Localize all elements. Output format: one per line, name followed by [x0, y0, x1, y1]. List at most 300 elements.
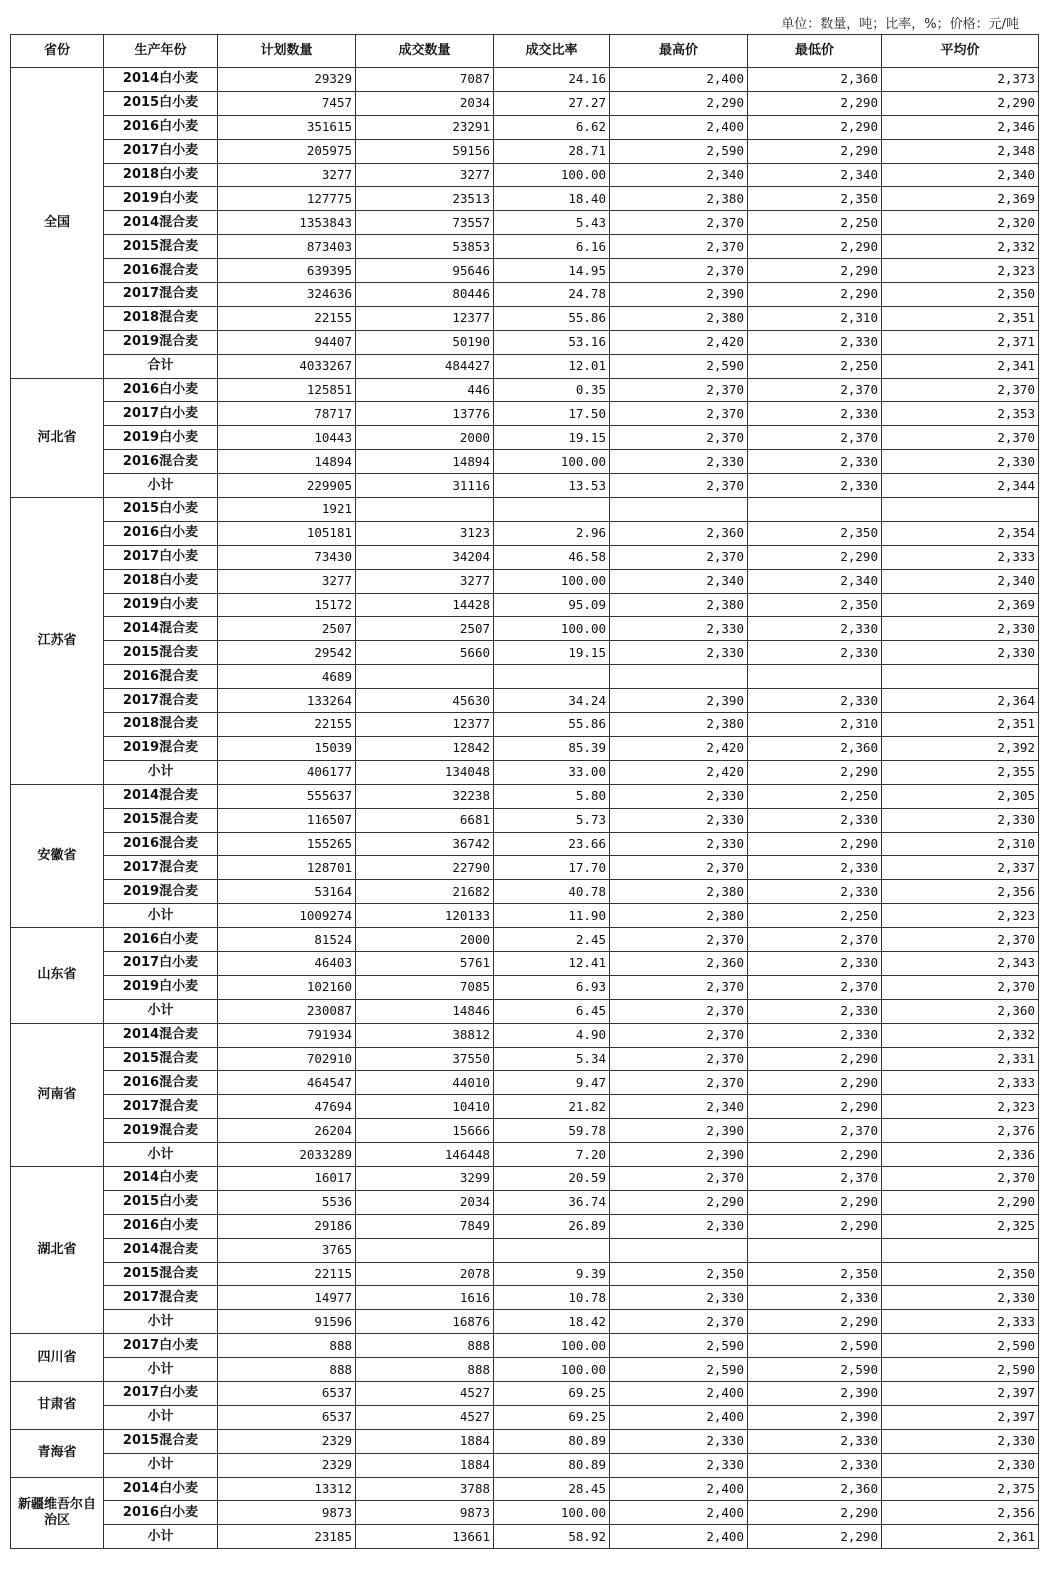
year-cell: 2017白小麦: [104, 1381, 218, 1405]
table-row: [11, 1190, 1039, 1214]
average-price-cell: 2,330: [882, 1286, 1039, 1310]
average-price-cell: 2,370: [882, 928, 1039, 952]
table-row: [11, 904, 1039, 928]
highest-price-cell: 2,370: [610, 975, 748, 999]
lowest-price-cell: 2,330: [748, 450, 882, 474]
year-cell: 小计: [104, 904, 218, 928]
planned-quantity-cell: 15172: [218, 593, 356, 617]
highest-price-cell: 2,390: [610, 1143, 748, 1167]
traded-quantity-cell: 2034: [356, 91, 494, 115]
highest-price-cell: 2,390: [610, 283, 748, 307]
highest-price-cell: 2,420: [610, 330, 748, 354]
table-row: [11, 1525, 1039, 1549]
traded-quantity-cell: 10410: [356, 1095, 494, 1119]
average-price-cell: 2,356: [882, 1501, 1039, 1525]
table-row: [11, 521, 1039, 545]
planned-quantity-cell: 873403: [218, 235, 356, 259]
traded-quantity-cell: 59156: [356, 139, 494, 163]
traded-quantity-cell: 146448: [356, 1143, 494, 1167]
highest-price-cell: 2,590: [610, 354, 748, 378]
table-row: [11, 211, 1039, 235]
average-price-cell: 2,330: [882, 450, 1039, 474]
highest-price-cell: 2,370: [610, 999, 748, 1023]
lowest-price-cell: 2,290: [748, 259, 882, 283]
traded-quantity-cell: 3277: [356, 569, 494, 593]
traded-quantity-cell: 12842: [356, 736, 494, 760]
average-price-cell: 2,331: [882, 1047, 1039, 1071]
trade-ratio-cell: 6.16: [494, 235, 610, 259]
planned-quantity-cell: 702910: [218, 1047, 356, 1071]
lowest-price-cell: 2,290: [748, 760, 882, 784]
table-row: [11, 545, 1039, 569]
trade-ratio-cell: 27.27: [494, 91, 610, 115]
planned-quantity-cell: 29542: [218, 641, 356, 665]
planned-quantity-cell: 2329: [218, 1453, 356, 1477]
average-price-cell: [882, 665, 1039, 689]
year-cell: 2017混合麦: [104, 1286, 218, 1310]
trade-ratio-cell: [494, 665, 610, 689]
average-price-cell: 2,336: [882, 1143, 1039, 1167]
lowest-price-cell: 2,330: [748, 402, 882, 426]
average-price-cell: 2,370: [882, 426, 1039, 450]
traded-quantity-cell: 14894: [356, 450, 494, 474]
year-cell: 2016白小麦: [104, 928, 218, 952]
year-cell: 2018白小麦: [104, 163, 218, 187]
average-price-cell: [882, 1238, 1039, 1262]
trade-ratio-cell: 80.89: [494, 1453, 610, 1477]
lowest-price-cell: 2,360: [748, 68, 882, 92]
highest-price-cell: 2,330: [610, 450, 748, 474]
year-cell: 2017混合麦: [104, 856, 218, 880]
highest-price-cell: 2,590: [610, 1334, 748, 1358]
trade-ratio-cell: 100.00: [494, 450, 610, 474]
traded-quantity-cell: 9873: [356, 1501, 494, 1525]
lowest-price-cell: 2,350: [748, 187, 882, 211]
trade-ratio-cell: 0.35: [494, 378, 610, 402]
planned-quantity-cell: 13312: [218, 1477, 356, 1501]
planned-quantity-cell: 133264: [218, 689, 356, 713]
year-cell: 小计: [104, 999, 218, 1023]
average-price-cell: 2,370: [882, 378, 1039, 402]
lowest-price-cell: 2,330: [748, 1453, 882, 1477]
trade-ratio-cell: 17.50: [494, 402, 610, 426]
table-row: [11, 402, 1039, 426]
traded-quantity-cell: 7085: [356, 975, 494, 999]
lowest-price-cell: 2,330: [748, 999, 882, 1023]
average-price-cell: 2,290: [882, 91, 1039, 115]
year-cell: 2015白小麦: [104, 91, 218, 115]
traded-quantity-cell: 2000: [356, 928, 494, 952]
average-price-cell: 2,346: [882, 115, 1039, 139]
table-row: [11, 1358, 1039, 1382]
highest-price-cell: 2,370: [610, 378, 748, 402]
traded-quantity-cell: 888: [356, 1358, 494, 1382]
highest-price-cell: 2,590: [610, 139, 748, 163]
traded-quantity-cell: 3277: [356, 163, 494, 187]
traded-quantity-cell: 14428: [356, 593, 494, 617]
lowest-price-cell: 2,330: [748, 808, 882, 832]
lowest-price-cell: 2,290: [748, 115, 882, 139]
trade-ratio-cell: 95.09: [494, 593, 610, 617]
planned-quantity-cell: 4033267: [218, 354, 356, 378]
traded-quantity-cell: 95646: [356, 259, 494, 283]
year-cell: 2015混合麦: [104, 1262, 218, 1286]
highest-price-cell: 2,400: [610, 1381, 748, 1405]
highest-price-cell: 2,380: [610, 306, 748, 330]
lowest-price-cell: 2,330: [748, 1429, 882, 1453]
highest-price-cell: 2,370: [610, 928, 748, 952]
lowest-price-cell: 2,360: [748, 736, 882, 760]
lowest-price-cell: 2,290: [748, 1190, 882, 1214]
average-price-cell: 2,323: [882, 1095, 1039, 1119]
lowest-price-cell: 2,290: [748, 1095, 882, 1119]
trade-ratio-cell: 9.47: [494, 1071, 610, 1095]
average-price-cell: 2,351: [882, 713, 1039, 737]
table-row: [11, 1119, 1039, 1143]
highest-price-cell: 2,330: [610, 784, 748, 808]
year-cell: 小计: [104, 1358, 218, 1382]
traded-quantity-cell: 2507: [356, 617, 494, 641]
planned-quantity-cell: 3765: [218, 1238, 356, 1262]
year-cell: 2019混合麦: [104, 1119, 218, 1143]
average-price-cell: 2,375: [882, 1477, 1039, 1501]
province-cell: 河南省: [11, 1023, 104, 1166]
trade-ratio-cell: 53.16: [494, 330, 610, 354]
year-cell: 2015混合麦: [104, 235, 218, 259]
average-price-cell: 2,332: [882, 235, 1039, 259]
year-cell: 2016白小麦: [104, 378, 218, 402]
planned-quantity-cell: 10443: [218, 426, 356, 450]
trade-ratio-cell: 34.24: [494, 689, 610, 713]
trade-ratio-cell: 6.62: [494, 115, 610, 139]
table-row: [11, 1405, 1039, 1429]
planned-quantity-cell: 125851: [218, 378, 356, 402]
year-cell: 2016混合麦: [104, 832, 218, 856]
trade-ratio-cell: 40.78: [494, 880, 610, 904]
year-cell: 2014白小麦: [104, 1166, 218, 1190]
trade-ratio-cell: 23.66: [494, 832, 610, 856]
planned-quantity-cell: 2033289: [218, 1143, 356, 1167]
planned-quantity-cell: 127775: [218, 187, 356, 211]
planned-quantity-cell: 555637: [218, 784, 356, 808]
average-price-cell: 2,355: [882, 760, 1039, 784]
lowest-price-cell: 2,290: [748, 1501, 882, 1525]
highest-price-cell: 2,370: [610, 1310, 748, 1334]
table-row: [11, 1262, 1039, 1286]
table-row: [11, 163, 1039, 187]
year-cell: 2016白小麦: [104, 1214, 218, 1238]
trade-ratio-cell: [494, 1238, 610, 1262]
planned-quantity-cell: 78717: [218, 402, 356, 426]
average-price-cell: 2,370: [882, 975, 1039, 999]
highest-price-cell: 2,290: [610, 1190, 748, 1214]
table-row: [11, 354, 1039, 378]
table-row: [11, 474, 1039, 498]
planned-quantity-cell: 9873: [218, 1501, 356, 1525]
traded-quantity-cell: 38812: [356, 1023, 494, 1047]
planned-quantity-cell: 7457: [218, 91, 356, 115]
highest-price-cell: 2,370: [610, 545, 748, 569]
table-row: [11, 784, 1039, 808]
province-cell: 江苏省: [11, 498, 104, 785]
table-row: [11, 283, 1039, 307]
planned-quantity-cell: 324636: [218, 283, 356, 307]
province-cell: 河北省: [11, 378, 104, 497]
planned-quantity-cell: 6537: [218, 1405, 356, 1429]
lowest-price-cell: 2,330: [748, 641, 882, 665]
highest-price-cell: 2,340: [610, 163, 748, 187]
province-cell: 山东省: [11, 928, 104, 1024]
lowest-price-cell: 2,330: [748, 856, 882, 880]
highest-price-cell: 2,400: [610, 1501, 748, 1525]
header-traded-quantity: 成交数量: [356, 35, 494, 68]
table-row: [11, 999, 1039, 1023]
average-price-cell: 2,330: [882, 617, 1039, 641]
trade-ratio-cell: 24.16: [494, 68, 610, 92]
trade-ratio-cell: 18.40: [494, 187, 610, 211]
lowest-price-cell: 2,310: [748, 713, 882, 737]
average-price-cell: 2,320: [882, 211, 1039, 235]
table-row: [11, 378, 1039, 402]
highest-price-cell: 2,330: [610, 808, 748, 832]
traded-quantity-cell: 80446: [356, 283, 494, 307]
planned-quantity-cell: 6537: [218, 1381, 356, 1405]
average-price-cell: 2,333: [882, 1310, 1039, 1334]
highest-price-cell: [610, 1238, 748, 1262]
header-province: 省份: [11, 35, 104, 68]
planned-quantity-cell: 1009274: [218, 904, 356, 928]
traded-quantity-cell: 31116: [356, 474, 494, 498]
table-row: [11, 1310, 1039, 1334]
highest-price-cell: 2,330: [610, 1453, 748, 1477]
lowest-price-cell: 2,360: [748, 1477, 882, 1501]
year-cell: 2015白小麦: [104, 1190, 218, 1214]
planned-quantity-cell: 128701: [218, 856, 356, 880]
highest-price-cell: 2,330: [610, 832, 748, 856]
province-cell: 安徽省: [11, 784, 104, 927]
average-price-cell: [882, 498, 1039, 522]
year-cell: 2018白小麦: [104, 569, 218, 593]
year-cell: 2015混合麦: [104, 1047, 218, 1071]
province-cell: 青海省: [11, 1429, 104, 1477]
highest-price-cell: 2,330: [610, 617, 748, 641]
traded-quantity-cell: 446: [356, 378, 494, 402]
trade-ratio-cell: 59.78: [494, 1119, 610, 1143]
unit-note: 单位：数量，吨；比率，%；价格：元/吨: [781, 17, 1019, 32]
traded-quantity-cell: 22790: [356, 856, 494, 880]
lowest-price-cell: 2,290: [748, 235, 882, 259]
trade-ratio-cell: 21.82: [494, 1095, 610, 1119]
average-price-cell: 2,392: [882, 736, 1039, 760]
lowest-price-cell: 2,290: [748, 1310, 882, 1334]
traded-quantity-cell: 2034: [356, 1190, 494, 1214]
highest-price-cell: 2,340: [610, 1095, 748, 1119]
average-price-cell: 2,290: [882, 1190, 1039, 1214]
lowest-price-cell: 2,250: [748, 904, 882, 928]
table-row: [11, 1334, 1039, 1358]
year-cell: 小计: [104, 1310, 218, 1334]
table-row: [11, 665, 1039, 689]
planned-quantity-cell: 105181: [218, 521, 356, 545]
highest-price-cell: 2,380: [610, 593, 748, 617]
traded-quantity-cell: 7087: [356, 68, 494, 92]
year-cell: 2017白小麦: [104, 139, 218, 163]
trade-ratio-cell: 85.39: [494, 736, 610, 760]
table-header: [11, 35, 1039, 68]
average-price-cell: 2,333: [882, 545, 1039, 569]
table-row: [11, 498, 1039, 522]
planned-quantity-cell: 791934: [218, 1023, 356, 1047]
highest-price-cell: 2,380: [610, 904, 748, 928]
traded-quantity-cell: 3788: [356, 1477, 494, 1501]
highest-price-cell: 2,590: [610, 1358, 748, 1382]
average-price-cell: 2,330: [882, 1429, 1039, 1453]
year-cell: 2019白小麦: [104, 426, 218, 450]
trade-ratio-cell: 36.74: [494, 1190, 610, 1214]
traded-quantity-cell: 23513: [356, 187, 494, 211]
trade-ratio-cell: 14.95: [494, 259, 610, 283]
planned-quantity-cell: 888: [218, 1358, 356, 1382]
table-row: [11, 1429, 1039, 1453]
year-cell: 2015混合麦: [104, 641, 218, 665]
traded-quantity-cell: 4527: [356, 1381, 494, 1405]
planned-quantity-cell: 3277: [218, 569, 356, 593]
table-row: [11, 1453, 1039, 1477]
lowest-price-cell: 2,250: [748, 784, 882, 808]
lowest-price-cell: 2,330: [748, 617, 882, 641]
average-price-cell: 2,332: [882, 1023, 1039, 1047]
header-average-price: 平均价: [882, 35, 1039, 68]
traded-quantity-cell: 1884: [356, 1453, 494, 1477]
year-cell: 2017混合麦: [104, 283, 218, 307]
lowest-price-cell: 2,330: [748, 1286, 882, 1310]
planned-quantity-cell: 81524: [218, 928, 356, 952]
year-cell: 2019混合麦: [104, 880, 218, 904]
table-row: [11, 736, 1039, 760]
lowest-price-cell: 2,330: [748, 951, 882, 975]
average-price-cell: 2,344: [882, 474, 1039, 498]
table-row: [11, 187, 1039, 211]
highest-price-cell: 2,380: [610, 713, 748, 737]
average-price-cell: 2,361: [882, 1525, 1039, 1549]
traded-quantity-cell: 16876: [356, 1310, 494, 1334]
trade-ratio-cell: 11.90: [494, 904, 610, 928]
traded-quantity-cell: 13661: [356, 1525, 494, 1549]
trade-ratio-cell: 46.58: [494, 545, 610, 569]
trade-ratio-cell: 5.34: [494, 1047, 610, 1071]
traded-quantity-cell: 21682: [356, 880, 494, 904]
planned-quantity-cell: 888: [218, 1334, 356, 1358]
highest-price-cell: 2,390: [610, 689, 748, 713]
table-row: [11, 426, 1039, 450]
traded-quantity-cell: 5660: [356, 641, 494, 665]
lowest-price-cell: 2,290: [748, 545, 882, 569]
lowest-price-cell: 2,390: [748, 1381, 882, 1405]
average-price-cell: 2,351: [882, 306, 1039, 330]
lowest-price-cell: 2,370: [748, 928, 882, 952]
year-cell: 2014白小麦: [104, 68, 218, 92]
table-row: [11, 1501, 1039, 1525]
planned-quantity-cell: 205975: [218, 139, 356, 163]
lowest-price-cell: 2,350: [748, 593, 882, 617]
highest-price-cell: [610, 498, 748, 522]
trade-ratio-cell: 19.15: [494, 426, 610, 450]
planned-quantity-cell: 23185: [218, 1525, 356, 1549]
planned-quantity-cell: 47694: [218, 1095, 356, 1119]
year-cell: 2019混合麦: [104, 736, 218, 760]
traded-quantity-cell: [356, 665, 494, 689]
average-price-cell: 2,348: [882, 139, 1039, 163]
table-row: [11, 91, 1039, 115]
lowest-price-cell: 2,350: [748, 521, 882, 545]
average-price-cell: 2,369: [882, 593, 1039, 617]
traded-quantity-cell: 3123: [356, 521, 494, 545]
trade-ratio-cell: 4.90: [494, 1023, 610, 1047]
year-cell: 2014白小麦: [104, 1477, 218, 1501]
year-cell: 2015混合麦: [104, 808, 218, 832]
trade-ratio-cell: 5.43: [494, 211, 610, 235]
trade-ratio-cell: 26.89: [494, 1214, 610, 1238]
year-cell: 小计: [104, 474, 218, 498]
highest-price-cell: 2,370: [610, 1047, 748, 1071]
planned-quantity-cell: 2507: [218, 617, 356, 641]
highest-price-cell: 2,400: [610, 115, 748, 139]
lowest-price-cell: 2,290: [748, 91, 882, 115]
table-row: [11, 569, 1039, 593]
lowest-price-cell: 2,350: [748, 1262, 882, 1286]
year-cell: 小计: [104, 760, 218, 784]
lowest-price-cell: 2,330: [748, 1023, 882, 1047]
table-row: [11, 1143, 1039, 1167]
traded-quantity-cell: 37550: [356, 1047, 494, 1071]
year-cell: 2019混合麦: [104, 330, 218, 354]
trade-ratio-cell: 18.42: [494, 1310, 610, 1334]
table-row: [11, 115, 1039, 139]
year-cell: 2019白小麦: [104, 975, 218, 999]
table-row: [11, 1023, 1039, 1047]
planned-quantity-cell: 1353843: [218, 211, 356, 235]
traded-quantity-cell: 5761: [356, 951, 494, 975]
trade-ratio-cell: 55.86: [494, 713, 610, 737]
highest-price-cell: 2,400: [610, 1405, 748, 1429]
traded-quantity-cell: 15666: [356, 1119, 494, 1143]
table-row: [11, 235, 1039, 259]
year-cell: 2016白小麦: [104, 521, 218, 545]
highest-price-cell: 2,290: [610, 91, 748, 115]
header-row: [11, 35, 1039, 68]
highest-price-cell: 2,370: [610, 235, 748, 259]
lowest-price-cell: 2,390: [748, 1405, 882, 1429]
lowest-price-cell: 2,370: [748, 975, 882, 999]
lowest-price-cell: 2,310: [748, 306, 882, 330]
highest-price-cell: 2,340: [610, 569, 748, 593]
lowest-price-cell: 2,290: [748, 1214, 882, 1238]
trade-ratio-cell: 2.45: [494, 928, 610, 952]
header-lowest-price: 最低价: [748, 35, 882, 68]
year-cell: 2015白小麦: [104, 498, 218, 522]
highest-price-cell: 2,370: [610, 474, 748, 498]
trade-ratio-cell: 10.78: [494, 1286, 610, 1310]
trade-ratio-cell: [494, 498, 610, 522]
table-row: [11, 1477, 1039, 1501]
year-cell: 2017混合麦: [104, 689, 218, 713]
lowest-price-cell: 2,290: [748, 283, 882, 307]
highest-price-cell: 2,370: [610, 426, 748, 450]
lowest-price-cell: 2,330: [748, 689, 882, 713]
lowest-price-cell: 2,340: [748, 163, 882, 187]
province-cell: 全国: [11, 68, 104, 379]
trade-ratio-cell: 100.00: [494, 163, 610, 187]
